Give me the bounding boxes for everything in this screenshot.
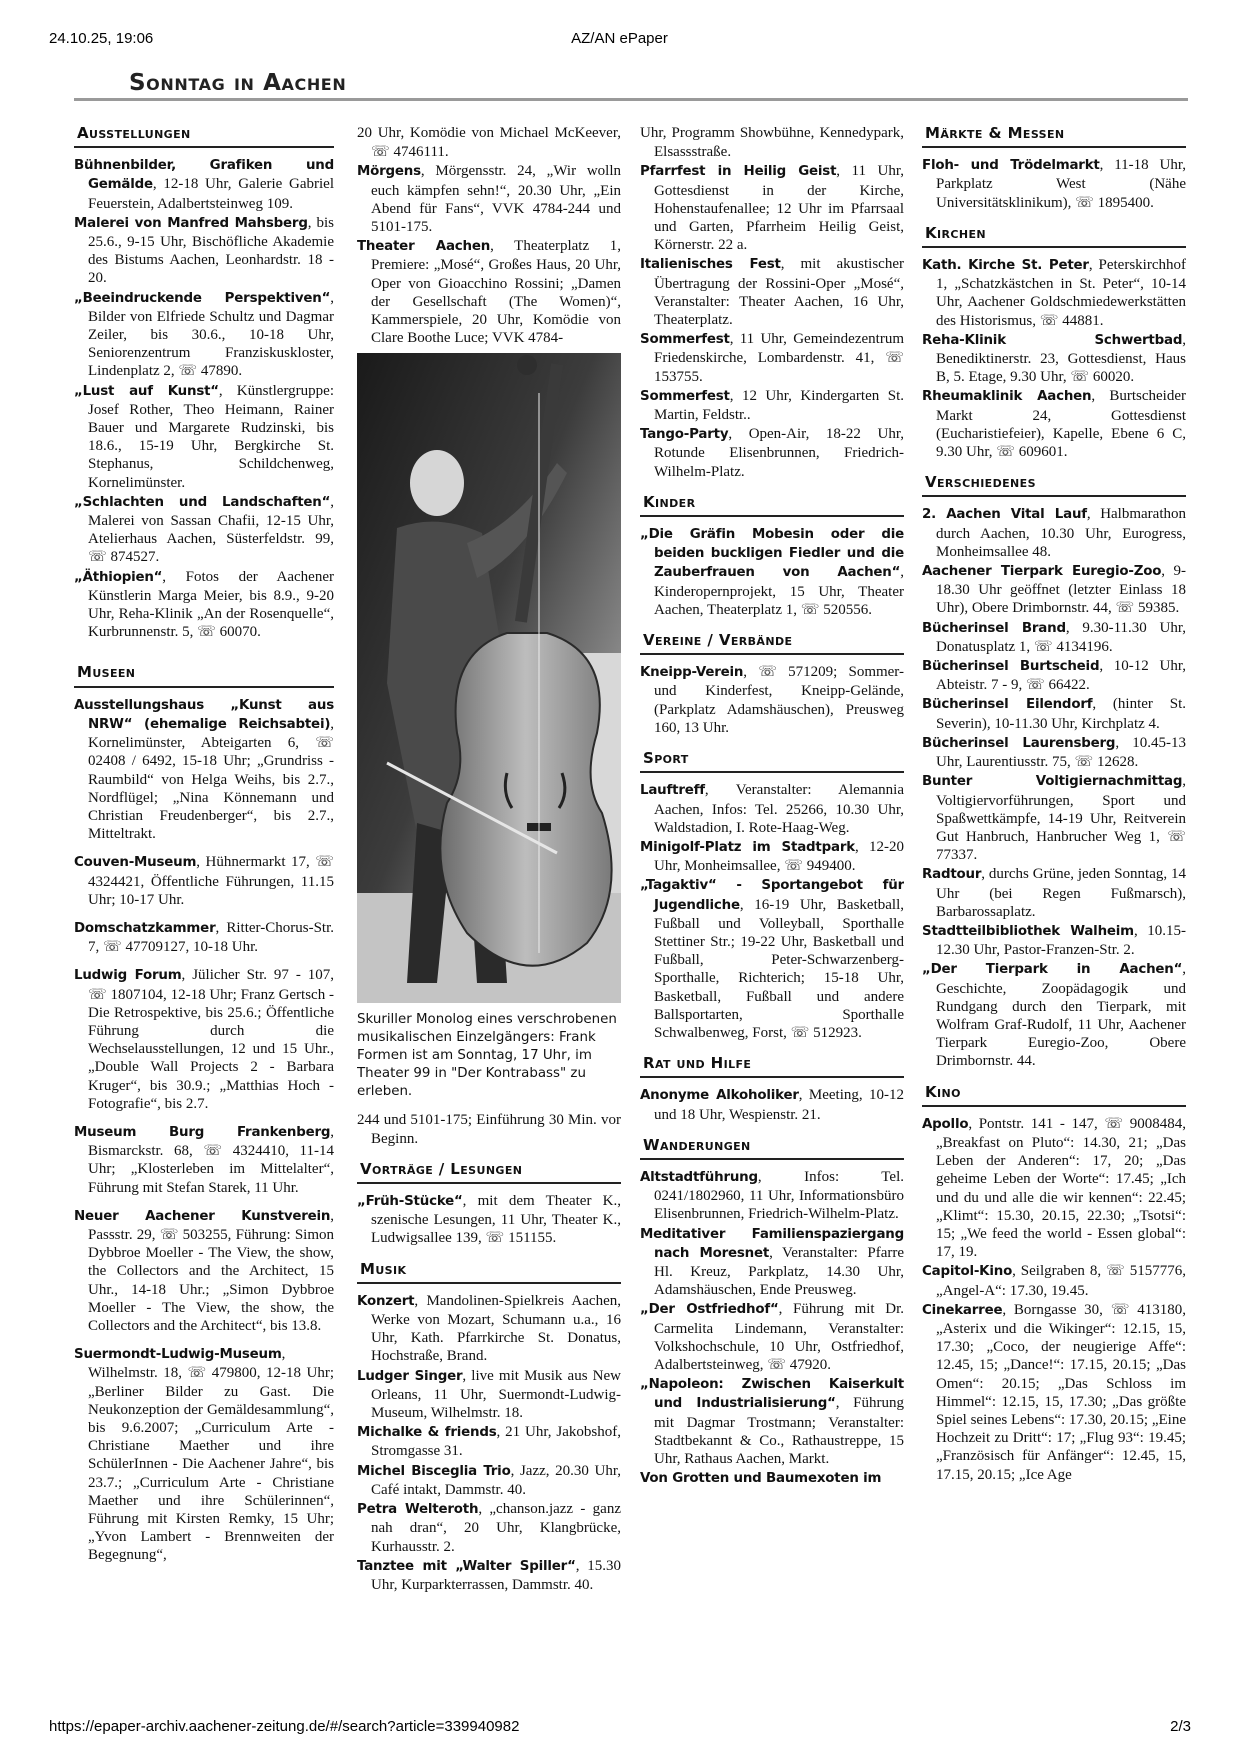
entry-name: Neuer Aachener Kunstverein — [74, 1208, 331, 1224]
entry-details: , Halbmarathon durch Aachen, 10.30 Uhr, Eurogress, Monheimsallee 48. — [936, 506, 1186, 560]
entry-details: , Ritter-Chorus-Str. 7, ☏ 47709127, 10-18 Uhr. — [88, 919, 334, 956]
rat-list — [640, 1086, 904, 1123]
entry-name: „Lust auf Kunst“ — [74, 383, 219, 399]
entry-details: , 21 Uhr, Jakobshof, Stromgasse 31. — [371, 1424, 621, 1460]
column-3 — [640, 124, 904, 1709]
entry-name: Pfarrfest in Heilig Geist — [640, 164, 837, 180]
entry-details: , Infos: Tel. 0241/1802960, 11 Uhr, Informationsbüro Elisenbrunnen, Friedrich-Wilhelm-Platz. — [654, 1168, 904, 1223]
print-url[interactable]: https://epaper-archiv.aachener-zeitung.de/#/search?article=339940982 — [49, 1718, 520, 1735]
listing-entry — [640, 162, 904, 254]
maerkte-list — [922, 156, 1186, 212]
entry-details: , Fotos der Aachener Künstlerin Marga Meier, bis 8.9., 9-20 Uhr, Reha-Klinik „An der Rosenquelle“, Kurbrunnenstr. 5, ☏ 60070. — [88, 568, 334, 641]
entry-details: , Pontstr. 141 - 147, ☏ 9008484, „Breakfast on Pluto“: 14.30, 21; „Das Leben der Anderen“: 17, 20; „Das geheime Leben der Worte“: 17.45; „Ich und du und alle die wir kennen“: 22.45; „Klimt“: 15.30, 20.15, 22.30; „Tsotsi“: 15; „We feed the world - Essen global“: 17, 19. — [936, 1115, 1186, 1261]
listing-entry — [74, 568, 334, 642]
entry-details: , Malerei von Sassan Chafii, 12-15 Uhr, Atelierhaus Aachen, Süsterfeldstr. 99, ☏ 874527. — [88, 493, 334, 566]
entry-name: Mörgens — [357, 164, 421, 180]
entry-name: Konzert — [357, 1293, 415, 1309]
entry-details: , Passstr. 29, ☏ 503255, Führung: Simon Dybbroe Moeller - The View, the show, the Collectors and the Architect, 15 Uhr., 14-18 Uhr.; „Simon Dybbroe Moeller - The View, the show, the Collectors and the Architect“, bis 13.8. — [88, 1207, 334, 1334]
listing-entry — [640, 387, 904, 424]
entry-details: , 11-18 Uhr, Parkplatz West (Nähe Universitätsklinikum), ☏ 1895400. — [936, 157, 1186, 211]
kino-list — [922, 1115, 1186, 1484]
entry-details: , Jülicher Str. 97 - 107, ☏ 1807104, 12-18 Uhr; Franz Gertsch - Die Retrospektive, bis 25.6.; Öffentliche Führung durch die Wechselausstellungen, 12 und 15 Uhr., „Double Wall Projects 2 - Barbara Kruger“, bis 30.9.; „Matthias Hoch - Fotografie“, bis 2.7. — [88, 967, 334, 1112]
entry-name: Couven-Museum — [74, 855, 197, 871]
entry-details: , Führung mit Dr. Carmelita Lindemann, Veranstalter: Volkshochschule, 10 Uhr, Ostfriedhof, Adalbertsteinweg, ☏ 47920. — [654, 1301, 904, 1373]
listing-entry — [640, 1168, 904, 1224]
print-page-number: 2/3 — [1170, 1718, 1191, 1735]
entry-details: , Burtscheider Markt 24, Gottesdienst (Eucharistiefeier), Kapelle, Ebene 6 C, 9.30 Uhr, ☏ 609601. — [936, 388, 1186, 461]
col3-top-list — [640, 124, 904, 481]
entry-name: Anonyme Alkoholiker — [640, 1088, 799, 1104]
entry-details: , mit dem Theater K., szenische Lesungen, 11 Uhr, Theater K., Ludwigsallee 139, ☏ 151155. — [371, 1193, 621, 1247]
listing-entry — [74, 1123, 334, 1197]
section-maerkte: Märkte & Messen — [922, 124, 1186, 148]
entry-name: 2. Aachen Vital Lauf — [922, 507, 1087, 523]
entry-name: „Der Ostfriedhof“ — [640, 1302, 779, 1318]
listing-entry — [922, 922, 1186, 959]
entry-name: Apollo — [922, 1116, 969, 1132]
entry-details: , Meeting, 10-12 und 18 Uhr, Wespienstr. 21. — [654, 1087, 904, 1123]
vortraege-list — [357, 1192, 621, 1248]
entry-details: , 9.30-11.30 Uhr, Donatusplatz 1, ☏ 4134196. — [936, 619, 1186, 655]
listing-entry — [74, 966, 334, 1113]
entry-details: , Wilhelmstr. 18, ☏ 479800, 12-18 Uhr; „Berliner Bilder zu Gast. Die Neukonzeption der Gemäldesammlung“, bis 9.6.2007; „Curriculum Arte - Christiane Maether und ihre SchülerInnen - Die Aachener Jahre“, bis 23.7.; „Curriculum Arte - Christiane Maether und ihre Schülerinnen“, Führung mit Kirsten Remky, 15 Uhr; „Yvon Lambert - Brennweiten der Begegnung“, — [88, 1346, 334, 1564]
listing-entry — [357, 237, 621, 347]
entry-details: , 11 Uhr, Gemeindezentrum Friedenskirche, Lombardenstr. 41, ☏ 153755. — [654, 331, 904, 385]
listing-entry — [922, 772, 1186, 864]
listing-entry — [922, 256, 1186, 330]
listing-entry — [922, 1301, 1186, 1484]
listing-entry — [74, 1345, 334, 1564]
col2-caption-continuation: 244 und 5101-175; Einführung 30 Min. vor Beginn. — [357, 1112, 621, 1147]
kinder-list — [640, 525, 904, 619]
section-ausstellungen: Ausstellungen — [74, 124, 334, 148]
kirchen-list — [922, 256, 1186, 461]
listing-entry — [357, 1462, 621, 1499]
entry-details: , Kinderopernprojekt, 15 Uhr, Theater Aachen, Theaterplatz 1, ☏ 520556. — [654, 564, 904, 618]
listing-entry — [922, 387, 1186, 461]
entry-name: Bühnenbilder, Grafiken und Gemälde — [74, 158, 334, 193]
entry-name: Reha-Klinik Schwertbad — [922, 332, 1183, 348]
section-rat-und-hilfe: Rat und Hilfe — [640, 1054, 904, 1078]
listing-entry — [640, 425, 904, 481]
wanderungen-list — [640, 1168, 904, 1488]
print-footer — [0, 1718, 1239, 1738]
listing-entry — [640, 1469, 904, 1488]
section-sport: Sport — [640, 749, 904, 773]
col2-top-list — [357, 124, 621, 347]
section-kirchen: Kirchen — [922, 224, 1186, 248]
column-1 — [74, 124, 334, 1709]
entry-name: Altstadtführung — [640, 1169, 758, 1185]
entry-details: , Bilder von Elfriede Schultz und Dagmar Zeiler, bis 30.6., 10-18 Uhr, Seniorenzentrum Franziskuskloster, Lindenplatz 2, ☏ 47890. — [88, 289, 334, 380]
entry-details: , Bismarckstr. 68, ☏ 4324410, 11-14 Uhr; „Klosterleben im Mittelalter“, Führung mit Stefan Starek, 11 Uhr. — [88, 1123, 334, 1196]
entry-name: „Napoleon: Zwischen Kaiserkult und Industrialisierung“ — [640, 1377, 904, 1412]
section-kino: Kino — [922, 1083, 1186, 1107]
print-title: AZ/AN ePaper — [571, 30, 668, 47]
entry-name: Tango-Party — [640, 427, 729, 443]
sport-list — [640, 781, 904, 1042]
entry-name: Meditativer Familienspaziergang nach Moresnet — [640, 1226, 904, 1261]
entry-details: , 11 Uhr, Gottesdienst in der Kirche, Hohenstaufenallee; 12 Uhr im Pfarrsaal und Garten, Pfarrheim Heilig Geist, Körnerstr. 22 a. — [654, 163, 904, 254]
double-bass-player-image — [357, 353, 621, 1003]
entry-details: , (hinter St. Severin), 10-11.30 Uhr, Kirchplatz 4. — [936, 696, 1186, 732]
entry-details: 20 Uhr, Komödie von Michael McKeever, ☏ 4746111. — [357, 125, 621, 161]
entry-name: Rheumaklinik Aachen — [922, 389, 1092, 405]
entry-details: , 15.30 Uhr, Kurparkterrassen, Dammstr. 40. — [371, 1557, 621, 1593]
column-2 — [357, 124, 621, 1709]
listing-entry — [640, 663, 904, 737]
listing-entry — [74, 696, 334, 844]
listing-entry — [640, 255, 904, 329]
entry-details: , 12-20 Uhr, Monheimsallee, ☏ 949400. — [654, 838, 904, 875]
entry-details: , Geschichte, Zoopädagogik und Rundgang durch den Tierpark, mit Wolfram Graf-Rudolf, 11 Uhr, Aachener Tierpark Euregio-Zoo, Obere Drimbornstr. 44. — [936, 961, 1186, 1070]
verschiedenes-list — [922, 505, 1186, 1070]
entry-name: Ausstellungshaus „Kunst aus NRW“ (ehemalige Reichsabtei) — [74, 697, 334, 732]
listing-entry — [922, 619, 1186, 656]
entry-name: Museum Burg Frankenberg — [74, 1124, 331, 1140]
entry-details: , Benediktinerstr. 23, Gottesdienst, Haus B, 5. Etage, 9.30 Uhr, ☏ 60020. — [936, 331, 1186, 386]
entry-details: , live mit Musik aus New Orleans, 11 Uhr, Suermondt-Ludwig-Museum, Wilhelmstr. 18. — [371, 1367, 621, 1422]
entry-name: Floh- und Trödelmarkt — [922, 158, 1100, 174]
double-bass-photo — [357, 353, 621, 1003]
entry-details: , 10.15-12.30 Uhr, Pastor-Franzen-Str. 2. — [936, 922, 1186, 959]
entry-name: Von Grotten und Baumexoten im — [640, 1471, 882, 1487]
entry-details: , 12-18 Uhr, Galerie Gabriel Feuerstein, Adalbertsteinweg 109. — [88, 176, 334, 212]
entry-details: , Borngasse 30, ☏ 413180, „Asterix und die Wikinger“: 12.15, 15, 17.30; „Coco, der neugierige Affe“: 12.45, 15; „Dance!“: 17.15, 20.15; „Das Omen“: 20.15; „Das Schloss im Himmel“: 12.15, 15, 17.30; „Das größte Spiel seines Lebens“: 17.30, 20.15; „Eine Hochzeit zu Dritt“: 17; „Flug 93“: 19.45; „Französisch für Anfänger“: 12.45, 15, 17.15, 20.15; „Ice Age — [936, 1301, 1186, 1483]
entry-name: Aachener Tierpark Euregio-Zoo — [922, 564, 1162, 580]
entry-name: Minigolf-Platz im Stadtpark — [640, 839, 855, 855]
entry-details: , 9-18.30 Uhr geöffnet (letzter Einlass 18 Uhr), Obere Drimbornstr. 44, ☏ 59385. — [936, 563, 1186, 617]
listing-entry — [74, 156, 334, 213]
entry-name: Lauftreff — [640, 783, 705, 799]
entry-name: Bücherinsel Burtscheid — [922, 659, 1100, 675]
entry-details: , Voltigiervorführungen, Sport und Spaßwettkämpfe, 14-19 Uhr, Reitverein Gut Hanbruch, Hanbrucher Weg 1, ☏ 77337. — [936, 773, 1186, 864]
print-timestamp: 24.10.25, 19:06 — [49, 30, 154, 47]
listing-entry — [357, 1500, 621, 1556]
entry-details: , Kornelimünster, Abteigarten 6, ☏ 02408 / 6492, 15-18 Uhr; „Grundriss - Raumbild“ von Helga Weihs, bis 2.7., Nordflügel; „Nina Könnemann und Christian Freudenberger“, bis 2.7., Mitteltrakt. — [88, 715, 334, 843]
page-header — [74, 70, 1188, 100]
print-header — [0, 30, 1239, 50]
entry-details: , „chanson.jazz - ganz nah dran“, 20 Uhr, Klangbrücke, Kurhausstr. 2. — [371, 1501, 621, 1555]
listing-entry — [640, 876, 904, 1042]
section-museen: Museen — [74, 663, 334, 687]
entry-details: , Mandolinen-Spielkreis Aachen, Werke von Mozart, Schumann u.a., 16 Uhr, Kath. Pfarrkirche St. Donatus, Hochstraße, Brand. — [371, 1292, 621, 1365]
column-4 — [922, 124, 1186, 1709]
entry-name: Radtour — [922, 867, 982, 883]
entry-details: , Mörgensstr. 24, „Wir wolln euch kämpfen sehn!“, 20.30 Uhr, „Ein Abend für Fans“, VVK 4784-244 und 5101-175. — [371, 163, 621, 236]
page-title: Sonntag in Aachen — [129, 70, 347, 96]
listing-entry — [357, 1557, 621, 1594]
listing-entry — [922, 505, 1186, 561]
entry-details: , 10.45-13 Uhr, Laurentiusstr. 75, ☏ 12628. — [936, 734, 1186, 771]
entry-details: , 12 Uhr, Kindergarten St. Martin, Feldstr.. — [654, 387, 904, 424]
entry-details: , 10-12 Uhr, Abteistr. 7 - 9, ☏ 66422. — [936, 658, 1186, 694]
listing-entry — [357, 1192, 621, 1248]
entry-details: , Theaterplatz 1, Premiere: „Mosé“, Großes Haus, 20 Uhr, Oper von Gioacchino Rossini; „Damen der Gesellschaft (The Women)“, Kammerspiele, 20 Uhr, Komödie von Clare Boothe Luce; VVK 4784- — [371, 238, 621, 347]
listing-entry — [640, 838, 904, 875]
photo-caption: Skuriller Monolog eines verschrobenen musikalischen Einzelgängers: Frank Formen ist am Sonntag, 17 Uhr, im Theater 99 in "Der Kontrabass" zu erleben. — [357, 1012, 617, 1100]
listing-entry — [74, 382, 334, 492]
entry-name: Kneipp-Verein — [640, 665, 744, 681]
entry-details: Uhr, Programm Showbühne, Kennedypark, Elsassstraße. — [640, 125, 904, 161]
section-kinder: Kinder — [640, 493, 904, 517]
entry-name: Capitol-Kino — [922, 1264, 1013, 1280]
entry-details: , Seilgraben 8, ☏ 5157776, „Angel-A“: 17.30, 19.45. — [936, 1263, 1186, 1299]
listing-entry — [640, 124, 904, 161]
listing-entry — [922, 960, 1186, 1070]
entry-name: Malerei von Manfred Mahsberg — [74, 215, 308, 231]
listing-entry — [922, 331, 1186, 387]
entry-name: Sommerfest — [640, 388, 730, 404]
museen-list — [74, 696, 334, 1565]
listing-entry — [640, 330, 904, 386]
listing-entry — [640, 1086, 904, 1123]
entry-name: Ludwig Forum — [74, 968, 182, 984]
entry-details: , Veranstalter: Alemannia Aachen, Infos: Tel. 25266, 10.30 Uhr, Waldstadion, I. Rote-Haag-Weg. — [654, 782, 904, 836]
entry-name: „Beeindruckende Perspektiven“ — [74, 290, 331, 306]
listing-entry — [357, 162, 621, 236]
listing-entry — [74, 853, 334, 909]
listing-entry — [74, 493, 334, 567]
entry-details: , mit akustischer Übertragung der Rossini-Oper „Mosé“, Veranstalter: Theater Aachen, 16 Uhr, Theaterplatz. — [654, 256, 904, 329]
section-vereine: Vereine / Verbände — [640, 631, 904, 655]
section-verschiedenes: Verschiedenes — [922, 473, 1186, 497]
listing-entry — [74, 919, 334, 956]
listing-entry — [74, 1207, 334, 1335]
section-musik: Musik — [357, 1260, 621, 1284]
listing-entry — [922, 1115, 1186, 1262]
listing-entry — [357, 1423, 621, 1460]
entry-name: Ludger Singer — [357, 1368, 463, 1384]
listing-entry — [922, 734, 1186, 771]
listing-entry — [640, 525, 904, 619]
listing-entry — [357, 1292, 621, 1366]
entry-name: „Schlachten und Landschaften“ — [74, 494, 331, 510]
entry-name: Bücherinsel Laurensberg — [922, 735, 1116, 751]
entry-details: , Open-Air, 18-22 Uhr, Rotunde Elisenbrunnen, Friedrich-Wilhelm-Platz. — [654, 426, 904, 480]
entry-details: , Jazz, 20.30 Uhr, Café intakt, Dammstr. 40. — [371, 1462, 621, 1498]
entry-details: , bis 25.6., 9-15 Uhr, Bischöfliche Akademie des Bistums Aachen, Leonhardstr. 18 - 20. — [88, 214, 334, 287]
entry-details: , durchs Grüne, jeden Sonntag, 14 Uhr (bei Regen Fußmarsch), Barbarossaplatz. — [936, 866, 1186, 920]
entry-name: Bücherinsel Eilendorf — [922, 697, 1093, 713]
entry-name: Italienisches Fest — [640, 257, 781, 273]
listing-entry — [922, 562, 1186, 618]
entry-name: Stadtteilbibliothek Walheim — [922, 923, 1134, 939]
entry-name: Domschatzkammer — [74, 920, 216, 936]
entry-name: Suermondt-Ludwig-Museum — [74, 1347, 282, 1363]
musik-list — [357, 1292, 621, 1594]
entry-name: „Tagaktiv“ - Sportangebot für Jugendliche — [640, 878, 904, 913]
entry-name: Petra Welteroth — [357, 1502, 479, 1518]
listing-entry — [640, 1375, 904, 1468]
listing-entry — [922, 156, 1186, 212]
entry-details: , Künstlergruppe: Josef Rother, Theo Heimann, Rainer Bauer und Margarete Rudzinski, bis 18.6., 15-19 Uhr, Bergkirche St. Stephanus, Schildchenweg, Kornelimünster. — [88, 382, 334, 491]
listing-entry — [74, 289, 334, 381]
listing-entry — [640, 781, 904, 837]
entry-name: Sommerfest — [640, 332, 730, 348]
entry-name: „Äthiopien“ — [74, 569, 163, 585]
header-rule — [74, 98, 1188, 101]
listing-entry — [74, 214, 334, 288]
entry-details: , Führung mit Dagmar Trostmann; Veranstalter: Stadtbekannt & Co., Rathaustreppe, 15 Uhr, Rathaus Aachen, Markt. — [654, 1395, 904, 1467]
entry-details: , Peterskirchhof 1, „Schatzkästchen in St. Peter“, 10-14 Uhr, Aachener Goldschmiedewerkstätten des Historismus, ☏ 44881. — [936, 257, 1186, 329]
entry-name: „Die Gräfin Mobesin oder die beiden buckligen Fiedler und die Zauberfrauen von Aachen“ — [640, 527, 904, 581]
entry-details: , ☏ 571209; Sommer- und Kinderfest, Kneipp-Gelände, (Parkplatz Adamshäuschen), Preusweg 160, 13 Uhr. — [654, 664, 904, 736]
section-wanderungen: Wanderungen — [640, 1136, 904, 1160]
entry-name: Michalke & friends — [357, 1425, 497, 1441]
listing-entry — [922, 1262, 1186, 1299]
entry-name: Bücherinsel Brand — [922, 620, 1066, 636]
entry-name: Tanztee mit „Walter Spiller“ — [357, 1558, 576, 1574]
entry-details: , 16-19 Uhr, Basketball, Fußball und Volleyball, Sporthalle Stettiner Str.; 19-22 Uhr, Basketball und Fußball, Peter-Schwarzenberg-Sporthalle, Richterich; 15-18 Uhr, Basketball, Fußball und andere Ballsportarten, Sporthalle Schwalbenweg, Forst, ☏ 512923. — [654, 896, 904, 1041]
entry-name: „Der Tierpark in Aachen“ — [922, 962, 1183, 978]
entry-details: , Veranstalter: Pfarre Hl. Kreuz, Parkplatz, 14.30 Uhr, Adamshäuschen, Ende Preusweg. — [654, 1244, 904, 1299]
ausstellungen-list — [74, 156, 334, 641]
entry-name: Kath. Kirche St. Peter — [922, 258, 1089, 274]
entry-details: , Hühnermarkt 17, ☏ 4324421, Öffentliche Führungen, 11.15 Uhr; 10-17 Uhr. — [88, 854, 334, 908]
listing-entry — [922, 657, 1186, 694]
entry-name: Theater Aachen — [357, 239, 491, 255]
entry-name: Michel Bisceglia Trio — [357, 1463, 511, 1479]
entry-name: Cinekarree — [922, 1302, 1003, 1318]
listing-entry — [357, 124, 621, 161]
listing-entry — [640, 1300, 904, 1374]
listing-entry — [357, 1367, 621, 1423]
listing-entry — [640, 1225, 904, 1300]
entry-name: „Früh-Stücke“ — [357, 1194, 463, 1210]
entry-name: Bunter Voltigiernachmittag — [922, 774, 1183, 790]
listing-entry — [922, 695, 1186, 732]
listing-entry — [922, 865, 1186, 921]
section-vortraege: Vorträge / Lesungen — [357, 1160, 621, 1184]
vereine-list — [640, 663, 904, 737]
